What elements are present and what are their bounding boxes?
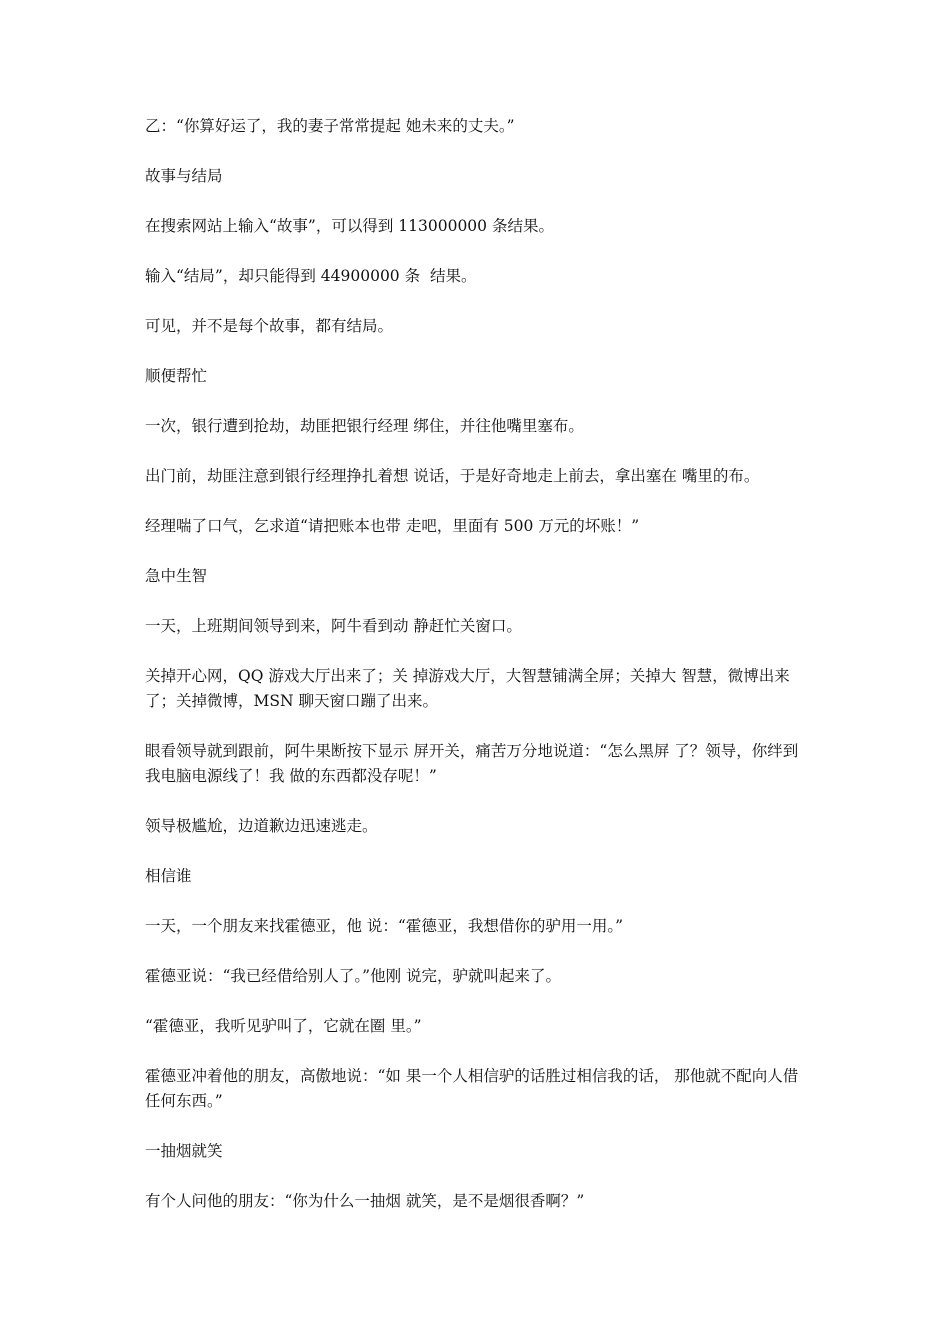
paragraph: 领导极尴尬，边道歉边迅速逃走。 [145,817,378,835]
paragraph: 输入“结局”，却只能得到 44900000 条 结果。 [145,267,477,285]
document-body [145,114,813,1214]
paragraph: 霍德亚说：“我已经借给别人了。”他刚 说完，驴就叫起来了。 [145,967,562,985]
paragraph: 乙：“你算好运了，我的妻子常常提起 她未来的丈夫。” [145,117,515,135]
paragraph: 可见，并不是每个故事，都有结局。 [145,317,394,335]
section-heading: 相信谁 [145,867,192,885]
paragraph: 有个人问他的朋友：“你为什么一抽烟 就笑，是不是烟很香啊？” [145,1192,585,1210]
section-heading: 一抽烟就笑 [145,1142,223,1160]
paragraph: “霍德亚，我听见驴叫了，它就在圈 里。” [145,1017,422,1035]
paragraph: 出门前，劫匪注意到银行经理挣扎着想 说话，于是好奇地走上前去，拿出塞在 嘴里的布。 [145,467,760,485]
paragraph: 关掉开心网，QQ 游戏大厅出来了；关 掉游戏大厅，大智慧铺满全屏；关掉大 智慧，微博出来了；关掉微博，MSN 聊天窗口蹦了出来。 [145,667,790,710]
section-heading: 急中生智 [145,567,208,585]
section-heading: 顺便帮忙 [145,367,208,385]
paragraph: 一次，银行遭到抢劫，劫匪把银行经理 绑住，并往他嘴里塞布。 [145,417,584,435]
paragraph: 在搜索网站上输入“故事”，可以得到 113000000 条结果。 [145,217,554,235]
paragraph: 霍德亚冲着他的朋友，高傲地说：“如 果一个人相信驴的话胜过相信我的话， 那他就不配向人借任何东西。” [145,1067,799,1110]
paragraph: 一天，一个朋友来找霍德亚，他 说：“霍德亚，我想借你的驴用一用。” [145,917,624,935]
paragraph: 经理喘了口气，乞求道“请把账本也带 走吧，里面有 500 万元的坏账！” [145,517,640,535]
section-heading: 故事与结局 [145,167,223,185]
paragraph: 眼看领导就到跟前，阿牛果断按下显示 屏开关，痛苦万分地说道：“怎么黑屏 了？领导，你绊到我电脑电源线了！我 做的东西都没存呢！” [145,742,799,785]
paragraph: 一天，上班期间领导到来，阿牛看到动 静赶忙关窗口。 [145,617,522,635]
